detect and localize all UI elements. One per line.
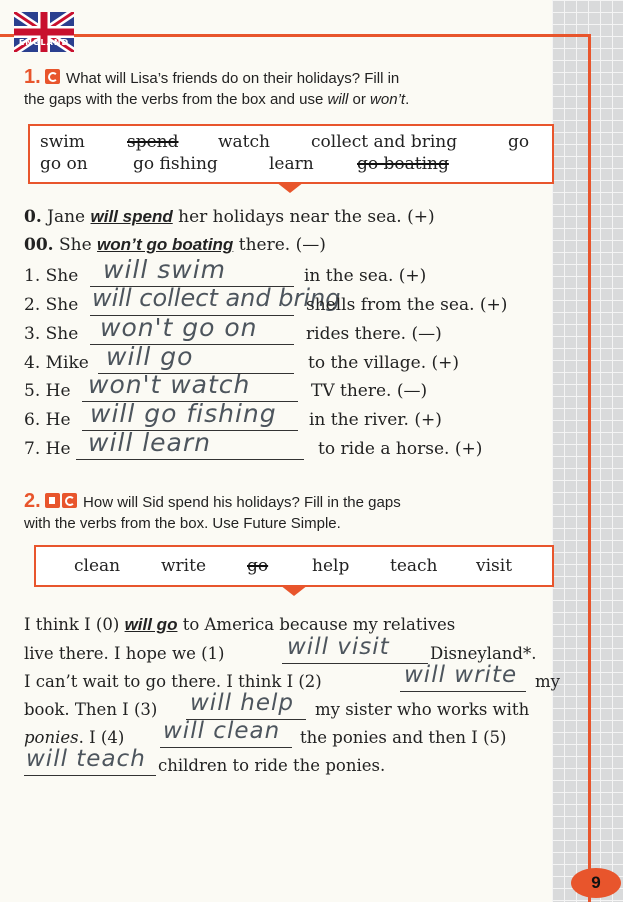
pencil-icon bbox=[45, 493, 60, 508]
text: to America because my relatives bbox=[182, 615, 456, 634]
handwritten-answer-6: will go fishing bbox=[90, 399, 277, 428]
handwritten-answer-1: will swim bbox=[103, 255, 227, 284]
word-teach: teach bbox=[390, 556, 438, 576]
handwritten-ex2-1: will visit bbox=[287, 634, 390, 660]
answer-line-ex2-2[interactable] bbox=[400, 691, 526, 692]
uk-flag-icon bbox=[14, 12, 74, 52]
text: . I (4) bbox=[78, 728, 125, 747]
example-rest: there. (—) bbox=[238, 235, 326, 255]
handwritten-answer-2: will collect and bring bbox=[92, 284, 341, 312]
ex1-instruction bbox=[24, 66, 519, 110]
ex1-instruction-line1: What will Lisa’s friends do on their holidays? Fill in bbox=[66, 70, 400, 87]
ex1-instruction-line2: the gaps with the verbs from the box and use bbox=[24, 91, 328, 108]
item-subject: Mike bbox=[45, 353, 89, 373]
ex1-item-4 bbox=[24, 353, 89, 373]
handwritten-answer-4: will go bbox=[106, 342, 194, 371]
ex2-line-2: live there. I hope we (1) bbox=[24, 644, 225, 663]
ex2-line-1 bbox=[24, 615, 455, 635]
item-num: 6. bbox=[24, 410, 41, 430]
ex1-number: 1. bbox=[24, 66, 41, 88]
word-help: help bbox=[312, 556, 350, 576]
word-write: write bbox=[161, 556, 207, 576]
item-6-rest: in the river. (+) bbox=[309, 410, 442, 430]
item-2-rest: shells from the sea. (+) bbox=[306, 295, 508, 315]
handwritten-answer-3: won't go on bbox=[100, 313, 258, 342]
word-go-on: go on bbox=[40, 154, 88, 174]
example-subject: She bbox=[58, 235, 92, 255]
ex1-example-00 bbox=[24, 235, 326, 255]
item-subject: She bbox=[45, 324, 79, 344]
example-rest: her holidays near the sea. (+) bbox=[178, 207, 435, 227]
example-answer: won’t go boating bbox=[97, 235, 234, 254]
word-collect-and-bring: collect and bring bbox=[311, 132, 458, 152]
ex1-will: will bbox=[327, 91, 349, 108]
item-3-rest: rides there. (—) bbox=[306, 324, 442, 344]
example-subject: Jane bbox=[47, 207, 86, 227]
example-answer: will spend bbox=[90, 207, 173, 226]
header-rule bbox=[0, 34, 590, 37]
ex2-number: 2. bbox=[24, 490, 41, 512]
ex1-item-6 bbox=[24, 410, 71, 430]
item-num: 2. bbox=[24, 295, 41, 315]
ex1-item-1 bbox=[24, 266, 78, 286]
ponies-italic: ponies bbox=[24, 728, 79, 747]
ex1-example-0 bbox=[24, 207, 435, 227]
answer-line-ex2-4[interactable] bbox=[160, 747, 292, 748]
answer-line-ex2-5[interactable] bbox=[24, 775, 156, 776]
word-go-struck: go bbox=[247, 556, 269, 576]
item-1-rest: in the sea. (+) bbox=[304, 266, 427, 286]
handwritten-answer-7: will learn bbox=[88, 428, 212, 457]
handwritten-ex2-4: will clean bbox=[163, 718, 281, 744]
box-pointer bbox=[280, 585, 308, 596]
word-swim: swim bbox=[40, 132, 85, 152]
item-subject: He bbox=[45, 381, 71, 401]
item-num: 4. bbox=[24, 353, 41, 373]
cd-icon bbox=[62, 493, 77, 508]
answer-line-7[interactable] bbox=[76, 459, 304, 460]
item-subject: She bbox=[45, 295, 79, 315]
ex1-item-3 bbox=[24, 324, 78, 344]
example-num: 0. bbox=[24, 207, 42, 227]
ex1-item-7 bbox=[24, 439, 71, 459]
text: I think I (0) bbox=[24, 615, 120, 634]
ex2-line-2-end: Disneyland*. bbox=[430, 644, 537, 663]
item-subject: He bbox=[45, 439, 71, 459]
box-pointer bbox=[276, 182, 304, 193]
ex2-word-box bbox=[34, 545, 554, 587]
item-num: 5. bbox=[24, 381, 41, 401]
ex2-line-6: children to ride the ponies. bbox=[158, 756, 386, 775]
word-learn: learn bbox=[269, 154, 314, 174]
handwritten-answer-5: won't watch bbox=[88, 370, 251, 399]
ex2-line-5 bbox=[24, 728, 124, 747]
word-visit: visit bbox=[476, 556, 513, 576]
page-number: 9 bbox=[571, 868, 621, 898]
ex2-instruction bbox=[24, 490, 519, 534]
margin-rule bbox=[588, 34, 591, 902]
ex1-or: or bbox=[348, 91, 371, 108]
word-clean: clean bbox=[74, 556, 121, 576]
word-go-fishing: go fishing bbox=[133, 154, 218, 174]
ex2-instruction-line1: How will Sid spend his holidays? Fill in the gaps bbox=[83, 494, 401, 511]
item-num: 3. bbox=[24, 324, 41, 344]
handwritten-ex2-2: will write bbox=[404, 662, 518, 688]
ex2-line-3: I can’t wait to go there. I think I (2) bbox=[24, 672, 322, 691]
item-4-rest: to the village. (+) bbox=[308, 353, 460, 373]
handwritten-ex2-5: will teach bbox=[26, 746, 146, 772]
ex1-item-5 bbox=[24, 381, 71, 401]
ex2-line-3-end: my bbox=[535, 672, 560, 691]
flag-label: ENGLAND bbox=[18, 38, 70, 47]
item-num: 1. bbox=[24, 266, 41, 286]
example-num: 00. bbox=[24, 235, 54, 255]
item-subject: He bbox=[45, 410, 71, 430]
ex1-wont: won’t bbox=[370, 91, 406, 108]
word-go: go bbox=[508, 132, 530, 152]
item-5-rest: TV there. (—) bbox=[311, 381, 428, 401]
ex1-period: . bbox=[405, 91, 410, 108]
handwritten-ex2-3: will help bbox=[190, 690, 295, 716]
ex2-line-4-end: my sister who works with bbox=[315, 700, 530, 719]
item-num: 7. bbox=[24, 439, 41, 459]
ex1-word-box bbox=[28, 124, 554, 184]
ex2-line-4: book. Then I (3) bbox=[24, 700, 158, 719]
item-7-rest: to ride a horse. (+) bbox=[318, 439, 483, 459]
ex2-instruction-line2: with the verbs from the box. Use Future Simple. bbox=[24, 515, 341, 532]
ex1-item-2 bbox=[24, 295, 78, 315]
word-go-boating: go boating bbox=[357, 154, 449, 174]
word-watch: watch bbox=[218, 132, 270, 152]
word-spend: spend bbox=[127, 132, 179, 152]
example-answer: will go bbox=[124, 615, 178, 634]
item-subject: She bbox=[45, 266, 79, 286]
cd-icon bbox=[45, 69, 60, 84]
ex2-line-5-end: the ponies and then I (5) bbox=[300, 728, 507, 747]
